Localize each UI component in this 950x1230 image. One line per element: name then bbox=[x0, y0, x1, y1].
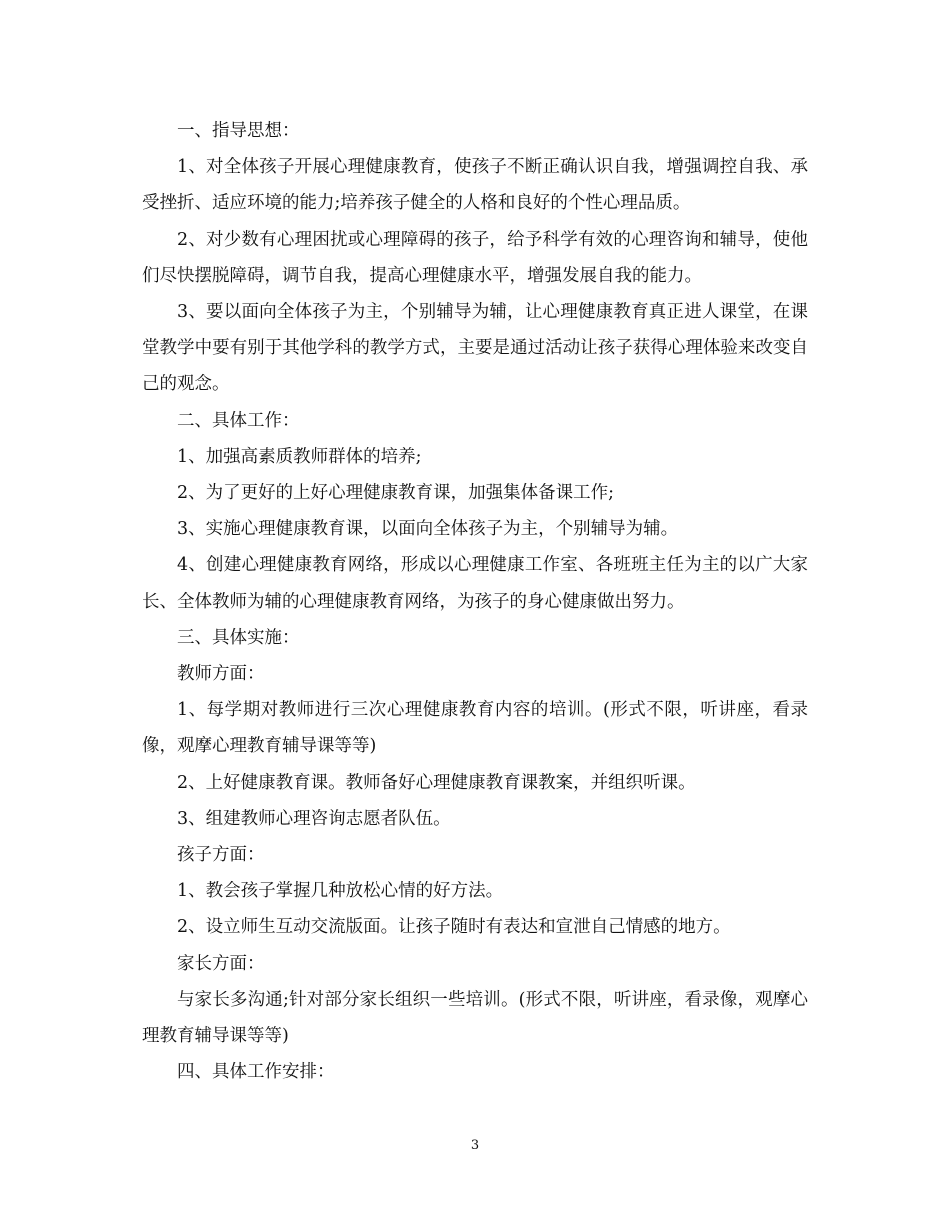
paragraph-item: 2、为了更好的上好心理健康教育课，加强集体备课工作; bbox=[177, 483, 615, 504]
paragraph-item: 3、要以面向全体孩子为主，个别辅导为辅，让心理健康教育真正进人课堂，在课堂教学中要有别于其他学科的教学方式，主要是通过活动让孩子获得心理体验来改变自己的观念。 bbox=[142, 302, 808, 395]
paragraph-item: 与家长多沟通;针对部分家长组织一些培训。(形式不限，听讲座，看录像，观摩心理教育辅导课等等) bbox=[142, 989, 808, 1047]
paragraph-item: 2、上好健康教育课。教师备好心理健康教育课教案，并组织听课。 bbox=[177, 772, 696, 793]
section-heading-guiding-ideology: 一、指导思想： bbox=[177, 121, 300, 141]
paragraph-item: 1、教会孩子掌握几种放松心情的好方法。 bbox=[177, 881, 504, 902]
section-heading-implementation: 三、具体实施： bbox=[177, 627, 300, 648]
paragraph-item: 1、加强高素质教师群体的培养; bbox=[177, 446, 422, 467]
paragraph-item: 3、组建教师心理咨询志愿者队伍。 bbox=[177, 808, 451, 829]
paragraph-item: 2、设立师生互动交流版面。让孩子随时有表达和宣泄自己情感的地方。 bbox=[177, 917, 731, 938]
paragraph-item: 4、创建心理健康教育网络，形成以心理健康工作室、各班班主任为主的以广大家长、全体教师为辅的心理健康教育网络，为孩子的身心健康做出努力。 bbox=[142, 555, 808, 612]
subsection-heading-teachers: 教师方面： bbox=[177, 664, 265, 685]
section-heading-specific-work: 二、具体工作： bbox=[177, 410, 300, 431]
section-heading-work-schedule: 四、具体工作安排： bbox=[177, 1062, 335, 1083]
paragraph-item: 3、实施心理健康教育课，以面向全体孩子为主，个别辅导为辅。 bbox=[177, 519, 679, 540]
paragraph-item: 2、对少数有心理困扰或心理障碍的孩子，给予科学有效的心理咨询和辅导，使他们尽快摆脱障碍，调节自我，提高心理健康水平，增强发展自我的能力。 bbox=[142, 229, 808, 286]
document-body bbox=[142, 113, 808, 1090]
paragraph-item: 1、每学期对教师进行三次心理健康教育内容的培训。(形式不限，听讲座，看录像，观摩心理教育辅导课等等) bbox=[142, 700, 808, 757]
paragraph-item: 1、对全体孩子开展心理健康教育，使孩子不断正确认识自我，增强调控自我、承受挫折、适应环境的能力;培养孩子健全的人格和良好的个性心理品质。 bbox=[142, 157, 808, 214]
page-number: 3 bbox=[470, 1138, 480, 1153]
subsection-heading-children: 孩子方面： bbox=[177, 845, 265, 866]
subsection-heading-parents: 家长方面： bbox=[177, 953, 265, 974]
